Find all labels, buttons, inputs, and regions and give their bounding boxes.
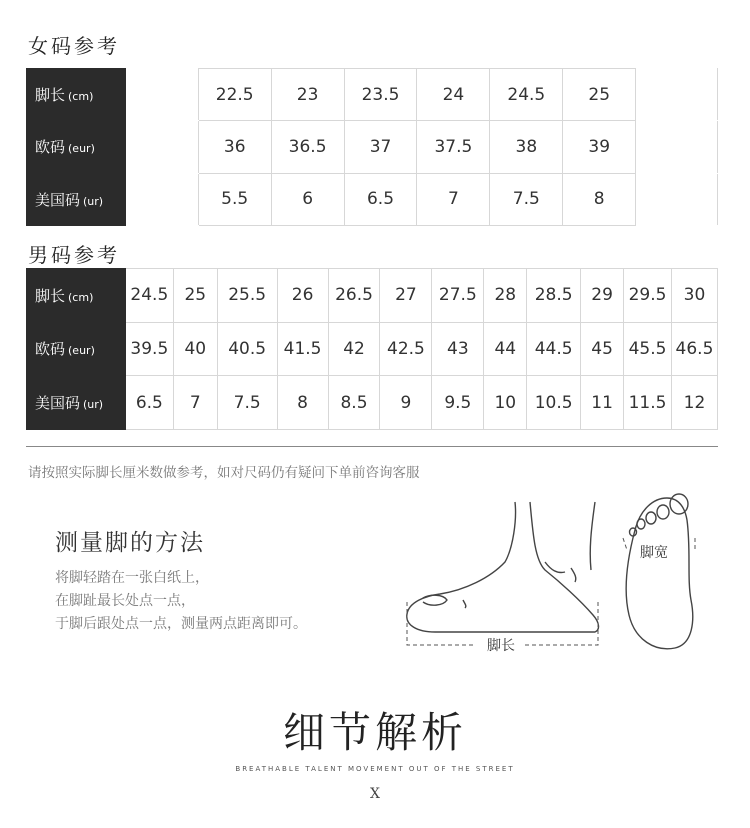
size-cell: 43 [432,322,484,376]
size-cell: 7.5 [217,376,277,430]
size-row [27,376,718,430]
size-cell: 42 [328,322,380,376]
size-cell: 44.5 [527,322,581,376]
foot-measure-illustration [395,490,705,660]
size-cell: 27 [380,269,432,323]
size-cell: 7 [173,376,217,430]
divider-line [26,446,718,447]
size-cell [125,69,198,121]
size-cell: 5.5 [198,173,271,225]
size-cell [636,121,718,173]
row-label: 美国码 [35,394,81,413]
women-size-title: 女码参考 [28,34,120,58]
sole-foot-icon [626,494,693,649]
size-cell: 46.5 [671,322,717,376]
size-cell: 40 [173,322,217,376]
size-cell: 44 [484,322,527,376]
size-cell: 7 [417,173,490,225]
size-cell: 8.5 [328,376,380,430]
size-cell: 9 [380,376,432,430]
size-cell: 39.5 [125,322,173,376]
size-row [27,322,718,376]
size-cell: 28 [484,269,527,323]
size-cell: 36.5 [271,121,344,173]
measure-step-2: 在脚趾最长处点一点， [55,593,195,609]
row-unit: (ur) [83,398,104,412]
row-header [27,376,126,430]
row-label: 欧码 [35,138,66,157]
size-cell: 23 [271,69,344,121]
men-size-title: 男码参考 [28,243,120,267]
detail-title: 细节解析 [282,708,467,757]
size-cell: 36 [198,121,271,173]
size-cell: 42.5 [380,322,432,376]
measure-title: 测量脚的方法 [55,530,205,556]
size-cell: 10 [484,376,527,430]
row-header [27,322,126,376]
size-cell [636,69,718,121]
row-label: 美国码 [35,190,81,209]
size-cell: 27.5 [432,269,484,323]
size-cell: 24.5 [490,69,563,121]
size-cell: 41.5 [277,322,328,376]
size-cell: 39 [563,121,636,173]
size-cell: 38 [490,121,563,173]
size-cell: 29.5 [624,269,672,323]
size-cell: 26.5 [328,269,380,323]
foot-length-label: 脚长 [487,637,515,653]
row-unit: (ur) [83,194,104,208]
row-label: 脚长 [35,286,66,305]
size-cell: 45.5 [624,322,672,376]
size-cell: 6 [271,173,344,225]
size-cell: 45 [581,322,624,376]
size-cell: 7.5 [490,173,563,225]
size-cell: 26 [277,269,328,323]
size-cell: 8 [277,376,328,430]
size-cell: 24.5 [125,269,173,323]
row-unit: (eur) [68,344,95,358]
size-row [27,173,718,225]
size-cell: 22.5 [198,69,271,121]
size-cell: 12 [671,376,717,430]
size-cell: 8 [563,173,636,225]
size-cell: 23.5 [344,69,417,121]
men-size-table [26,268,718,430]
size-cell [636,173,718,225]
size-note: 请按照实际脚长厘米数做参考，如对尺码仍有疑问下单前咨询客服 [28,465,420,481]
size-cell: 37.5 [417,121,490,173]
row-unit: (eur) [68,142,95,156]
foot-width-label: 脚宽 [640,544,668,560]
row-header [27,121,126,173]
size-cell [125,121,198,173]
row-label: 脚长 [35,86,66,105]
size-cell: 29 [581,269,624,323]
row-header [27,69,126,121]
size-cell: 24 [417,69,490,121]
size-cell: 37 [344,121,417,173]
size-cell: 11 [581,376,624,430]
size-cell: 6.5 [125,376,173,430]
size-cell: 9.5 [432,376,484,430]
size-row [27,69,718,121]
size-cell: 25.5 [217,269,277,323]
size-cell: 28.5 [527,269,581,323]
size-cell: 25 [563,69,636,121]
measure-step-3: 于脚后跟处点一点，测量两点距离即可。 [55,616,307,632]
size-row [27,121,718,173]
size-cell: 10.5 [527,376,581,430]
measure-step-1: 将脚轻踏在一张白纸上， [55,570,209,586]
size-cell [125,173,198,225]
detail-subtitle: BREATHABLE TALENT MOVEMENT OUT OF THE STREET [235,765,515,773]
women-size-table [26,68,718,226]
row-unit: (cm) [68,90,94,104]
size-cell: 30 [671,269,717,323]
size-cell: 11.5 [624,376,672,430]
row-header [27,269,126,323]
close-mark: X [370,786,380,802]
size-cell: 25 [173,269,217,323]
size-row [27,269,718,323]
row-label: 欧码 [35,340,66,359]
size-cell: 40.5 [217,322,277,376]
row-unit: (cm) [68,290,94,304]
side-foot-icon [407,502,599,632]
row-header [27,173,126,225]
size-cell: 6.5 [344,173,417,225]
